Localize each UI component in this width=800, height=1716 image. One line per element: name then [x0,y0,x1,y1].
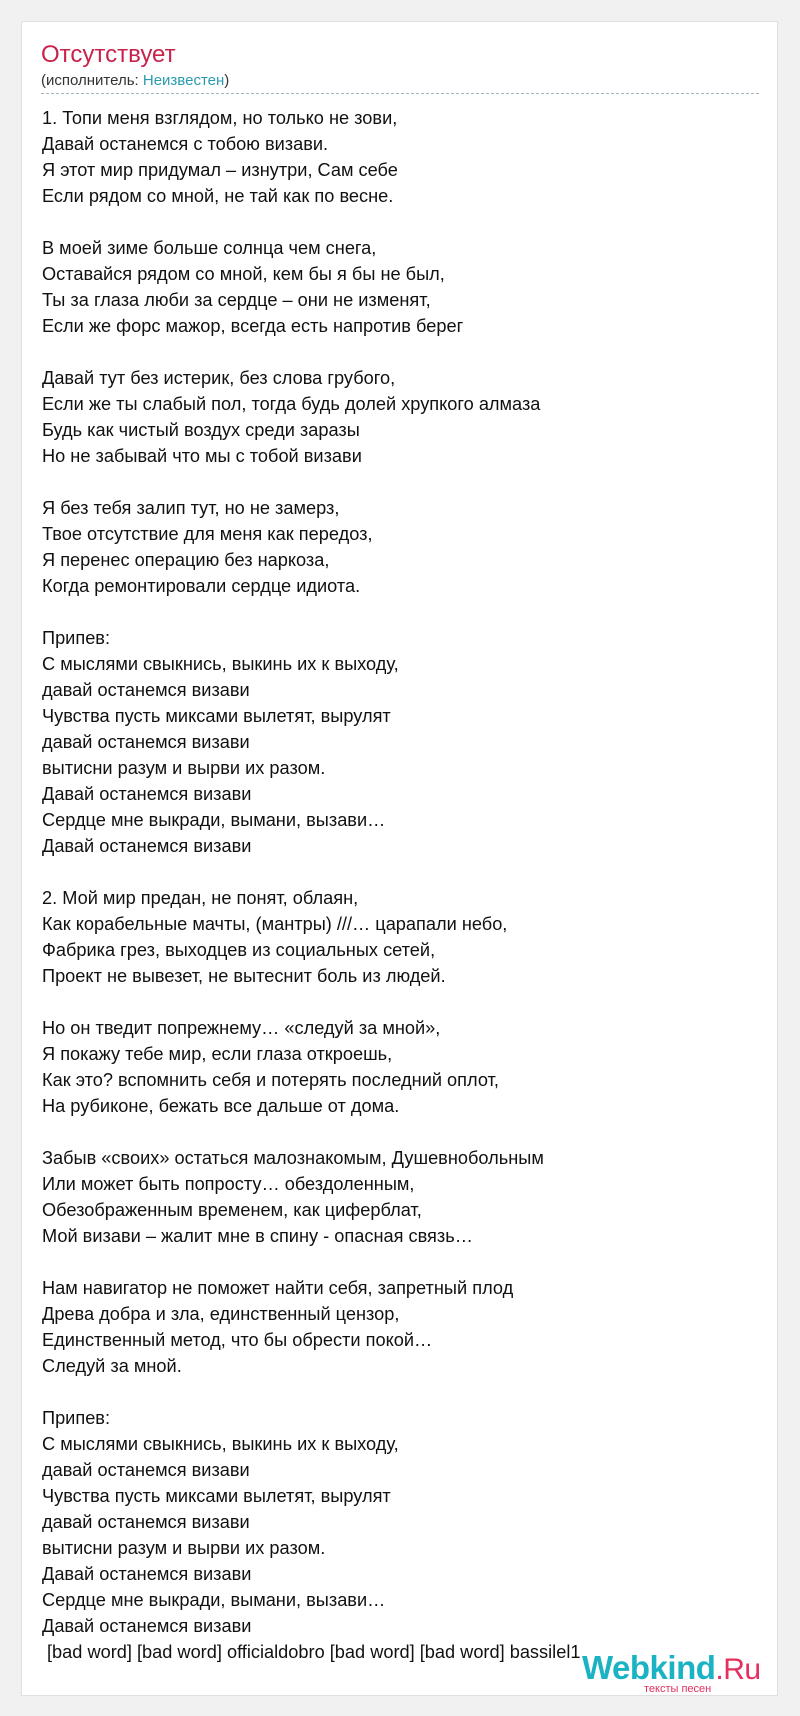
lyric-line: 1. Топи меня взглядом, но только не зови, [42,108,398,128]
stanza-break [42,1249,762,1275]
lyric-line: Давай останемся визави [42,784,252,804]
lyric-line: В моей зиме больше солнца чем снега, [42,238,377,258]
lyric-line: Я покажу тебе мир, если глаза откроешь, [42,1044,393,1064]
lyric-line: Чувства пусть миксами вылетят, вырулят [42,1486,391,1506]
lyric-line: Ты за глаза люби за сердце – они не изменят, [42,290,431,310]
stanza-break [42,209,762,235]
stanza-break [42,1379,762,1405]
lyric-line: Сердце мне выкради, вымани, вызави… [42,1590,386,1610]
lyric-line: Твое отсутствие для меня как передоз, [42,524,373,544]
lyric-line: Если же форс мажор, всегда есть напротив берег [42,316,464,336]
lyric-line: Давай останемся визави [42,836,252,856]
lyric-line: давай останемся визави [42,1460,250,1480]
lyric-line: давай останемся визави [42,732,250,752]
lyric-line: Припев: [42,628,111,648]
lyric-line: Единственный метод, что бы обрести покой… [42,1330,433,1350]
stanza-break [42,859,762,885]
lyric-line: Но не забывай что мы с тобой визави [42,446,362,466]
lyric-line: Нам навигатор не поможет найти себя, запретный плод [42,1278,514,1298]
lyric-line: Давай останемся визави [42,1564,252,1584]
logo-tld: .Ru [715,1653,761,1686]
stanza-break [42,339,762,365]
lyric-line: Если же ты слабый пол, тогда будь долей хрупкого алмаза [42,394,541,414]
lyric-line: Но он тведит попрежнему… «следуй за мной», [42,1018,441,1038]
lyric-line: Давай останемся визави [42,1616,252,1636]
lyric-line: Проект не вывезет, не вытеснит боль из людей. [42,966,446,986]
lyric-line: Фабрика грез, выходцев из социальных сетей, [42,940,436,960]
site-logo[interactable] [582,1650,772,1694]
lyric-line: Припев: [42,1408,111,1428]
lyric-line: Будь как чистый воздух среди заразы [42,420,360,440]
lyric-line: С мыслями свыкнись, выкинь их к выходу, [42,1434,399,1454]
lyric-line: Забыв «своих» остаться малознакомым, Душевнобольным [42,1148,544,1168]
lyric-line: Я перенес операцию без наркоза, [42,550,330,570]
lyrics-text [42,105,762,1665]
lyric-line: Обезображенным временем, как циферблат, [42,1200,422,1220]
lyric-line: На рубиконе, бежать все дальше от дома. [42,1096,400,1116]
lyric-line: Или может быть попросту… обездоленным, [42,1174,415,1194]
logo-name: Webkind [582,1649,716,1686]
lyric-line: Сердце мне выкради, вымани, вызави… [42,810,386,830]
title-divider [41,93,759,94]
lyric-line: Древа добра и зла, единственный цензор, [42,1304,400,1324]
artist-prefix: (исполнитель: [41,72,143,89]
logo-tagline: тексты песен [644,1683,712,1695]
lyric-line: Давай тут без истерик, без слова грубого, [42,368,396,388]
artist-suffix: ) [224,72,230,89]
stanza-break [42,989,762,1015]
lyric-line: Мой визави – жалит мне в спину - опасная связь… [42,1226,473,1246]
song-title: Отсутствует [41,41,176,68]
lyric-line: Как это? вспомнить себя и потерять последний оплот, [42,1070,499,1090]
artist-line [41,72,229,90]
stanza-break [42,1119,762,1145]
credits-line: [bad word] [bad word] officialdobro [bad word] [bad word] bassilel1 [47,1642,581,1662]
lyric-line: вытисни разум и вырви их разом. [42,758,326,778]
lyric-line: 2. Мой мир предан, не понят, облаян, [42,888,359,908]
lyric-line: Оставайся рядом со мной, кем бы я бы не был, [42,264,445,284]
lyric-line: С мыслями свыкнись, выкинь их к выходу, [42,654,399,674]
lyric-line: давай останемся визави [42,680,250,700]
lyric-line: Если рядом со мной, не тай как по весне. [42,186,394,206]
lyric-line: Как корабельные мачты, (мантры) ///… царапали небо, [42,914,508,934]
lyric-line: вытисни разум и вырви их разом. [42,1538,326,1558]
lyric-line: давай останемся визави [42,1512,250,1532]
stanza-break [42,599,762,625]
lyric-line: Я этот мир придумал – изнутри, Сам себе [42,160,398,180]
lyric-line: Я без тебя залип тут, но не замерз, [42,498,340,518]
lyric-line: Следуй за мной. [42,1356,182,1376]
lyric-line: Когда ремонтировали сердце идиота. [42,576,361,596]
lyric-line: Давай останемся с тобою визави. [42,134,329,154]
lyric-line: Чувства пусть миксами вылетят, вырулят [42,706,391,726]
artist-link[interactable]: Неизвестен [142,72,225,89]
stanza-break [42,469,762,495]
